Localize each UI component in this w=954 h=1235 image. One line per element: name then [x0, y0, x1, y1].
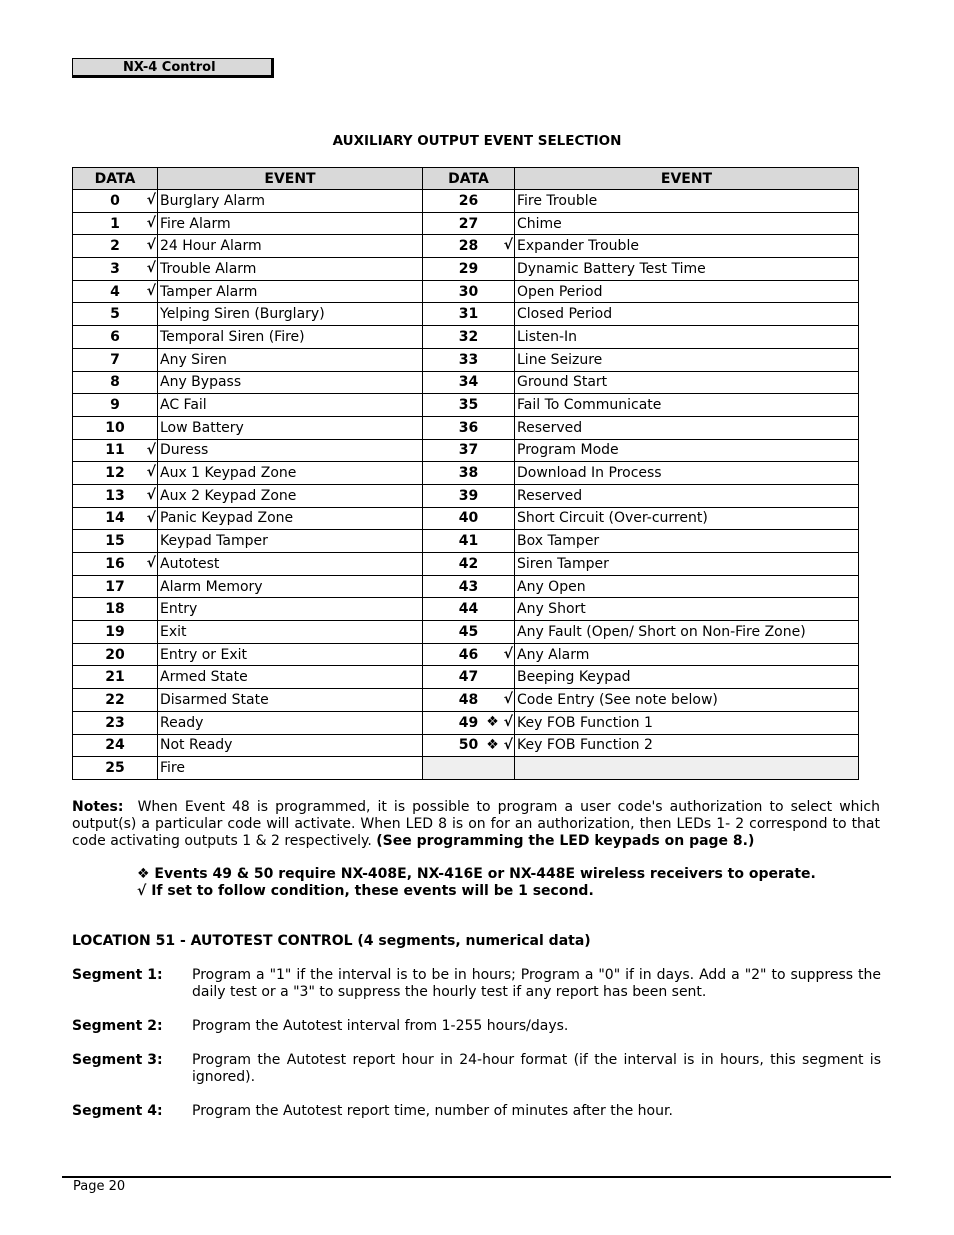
data-cell [73, 190, 158, 213]
data-number: 7 [110, 351, 120, 368]
event-table [72, 167, 859, 780]
event-cell: Low Battery [158, 416, 423, 439]
event-cell: Entry or Exit [158, 643, 423, 666]
data-cell [423, 303, 515, 326]
column-header-event-2: EVENT [515, 168, 859, 190]
data-number: 50 [458, 737, 479, 754]
table-row [73, 484, 859, 507]
table-row [73, 598, 859, 621]
data-number: 38 [458, 465, 479, 482]
data-cell [73, 348, 158, 371]
event-cell: Any Alarm [515, 643, 859, 666]
data-number: 9 [110, 397, 120, 414]
data-cell [423, 326, 515, 349]
data-cell [423, 416, 515, 439]
data-number: 1 [110, 215, 120, 232]
event-cell: Tamper Alarm [158, 280, 423, 303]
event-cell: Beeping Keypad [515, 666, 859, 689]
condition-mark: √ [146, 214, 156, 231]
data-number: 43 [458, 578, 479, 595]
table-row [73, 280, 859, 303]
bullet-wireless-receivers: ❖ Events 49 & 50 require NX-408E, NX-416E or NX-448E wireless receivers to operate. [137, 866, 816, 882]
data-cell [423, 348, 515, 371]
data-number: 48 [458, 691, 479, 708]
data-cell [423, 462, 515, 485]
data-cell [73, 235, 158, 258]
segment-2-text: Program the Autotest interval from 1-255 hours/days. [192, 1018, 569, 1034]
empty-cell [423, 757, 515, 780]
data-number: 20 [105, 646, 125, 663]
table-header-row [73, 168, 859, 190]
table-row [73, 575, 859, 598]
event-cell: Box Tamper [515, 530, 859, 553]
table-row [73, 462, 859, 485]
data-cell [423, 711, 515, 734]
event-cell: Yelping Siren (Burglary) [158, 303, 423, 326]
data-number: 40 [458, 510, 479, 527]
data-cell [73, 643, 158, 666]
data-number: 32 [458, 328, 479, 345]
segment-2-label: Segment 2: [72, 1018, 163, 1034]
data-cell [73, 734, 158, 757]
segment-1-text: Program a "1" if the interval is to be in hours; Program a "0" if in days. Add a "2" to suppress the daily test or a "3" to suppress the hourly test if any report has been sent. [192, 967, 881, 1000]
page-number: Page 20 [73, 1179, 126, 1194]
column-header-event-1: EVENT [158, 168, 423, 190]
data-cell [423, 689, 515, 712]
notes-paragraph [72, 799, 880, 850]
data-cell [73, 212, 158, 235]
data-number: 16 [105, 555, 125, 572]
data-cell [423, 643, 515, 666]
data-number: 24 [105, 737, 125, 754]
event-cell: Reserved [515, 484, 859, 507]
data-number: 2 [110, 238, 120, 255]
data-number: 0 [110, 192, 120, 209]
table-row [73, 734, 859, 757]
data-cell [73, 598, 158, 621]
event-cell: Trouble Alarm [158, 258, 423, 281]
table-row [73, 258, 859, 281]
column-header-data-2: DATA [423, 168, 515, 190]
condition-mark: √ [146, 237, 156, 254]
segment-4-text: Program the Autotest report time, number of minutes after the hour. [192, 1103, 673, 1119]
data-number: 31 [458, 306, 479, 323]
data-number: 25 [105, 760, 125, 777]
data-cell [423, 530, 515, 553]
data-cell [73, 507, 158, 530]
event-cell: Expander Trouble [515, 235, 859, 258]
table-row [73, 757, 859, 780]
data-cell [73, 621, 158, 644]
notes-label: Notes: [72, 799, 124, 815]
notes-text: When Event 48 is programmed, it is possible to program a user code's authorization to select which output(s) a particular code will activate. When LED 8 is on for an authorization, then LEDs 1- 2 correspond to that code activating outputs 1 & 2 respectively. [72, 799, 880, 849]
data-cell [73, 258, 158, 281]
event-cell: Panic Keypad Zone [158, 507, 423, 530]
table-row [73, 643, 859, 666]
condition-mark: √ [146, 486, 156, 503]
condition-mark: √ [146, 441, 156, 458]
event-cell: Any Bypass [158, 371, 423, 394]
table-row [73, 711, 859, 734]
section-header-label: NX-4 Control [123, 60, 216, 75]
table-row [73, 439, 859, 462]
data-number: 34 [458, 374, 479, 391]
data-cell [423, 394, 515, 417]
data-cell [73, 280, 158, 303]
data-cell [73, 303, 158, 326]
event-cell: Reserved [515, 416, 859, 439]
data-number: 3 [110, 260, 120, 277]
event-cell: Fail To Communicate [515, 394, 859, 417]
data-number: 12 [105, 465, 125, 482]
table-row [73, 530, 859, 553]
segment-1-label: Segment 1: [72, 967, 163, 983]
condition-mark: √ [146, 509, 156, 526]
data-cell [73, 484, 158, 507]
data-number: 30 [458, 283, 479, 300]
data-number: 49 [458, 714, 479, 731]
section-header-box [72, 58, 274, 78]
event-cell: Aux 2 Keypad Zone [158, 484, 423, 507]
notes-reference: (See programming the LED keypads on page 8.) [376, 833, 755, 849]
event-cell: Any Siren [158, 348, 423, 371]
data-cell [423, 190, 515, 213]
event-cell: Burglary Alarm [158, 190, 423, 213]
event-cell: Keypad Tamper [158, 530, 423, 553]
condition-mark: √ [146, 464, 156, 481]
data-cell [73, 416, 158, 439]
event-cell: Fire [158, 757, 423, 780]
data-cell [73, 711, 158, 734]
event-cell: Any Fault (Open/ Short on Non-Fire Zone) [515, 621, 859, 644]
event-cell: Any Short [515, 598, 859, 621]
data-cell [423, 666, 515, 689]
data-number: 10 [105, 419, 125, 436]
condition-mark: √ [503, 691, 513, 708]
event-cell: Duress [158, 439, 423, 462]
page-title: AUXILIARY OUTPUT EVENT SELECTION [332, 133, 622, 149]
event-cell: Entry [158, 598, 423, 621]
bullet-follow-condition: √ If set to follow condition, these events will be 1 second. [137, 883, 594, 899]
table-row [73, 212, 859, 235]
event-cell: 24 Hour Alarm [158, 235, 423, 258]
event-cell: Disarmed State [158, 689, 423, 712]
event-cell: Ready [158, 711, 423, 734]
data-number: 35 [458, 397, 479, 414]
data-number: 11 [105, 442, 125, 459]
table-row [73, 326, 859, 349]
data-number: 44 [458, 601, 479, 618]
data-number: 37 [458, 442, 479, 459]
data-number: 28 [458, 238, 479, 255]
data-number: 41 [458, 533, 479, 550]
table-row [73, 235, 859, 258]
data-cell [423, 439, 515, 462]
data-cell [423, 553, 515, 576]
data-number: 39 [458, 487, 479, 504]
data-number: 8 [110, 374, 120, 391]
event-cell: Armed State [158, 666, 423, 689]
data-cell [73, 326, 158, 349]
condition-mark: √ [146, 282, 156, 299]
data-cell [73, 757, 158, 780]
event-cell: Temporal Siren (Fire) [158, 326, 423, 349]
event-cell: Not Ready [158, 734, 423, 757]
event-cell: Program Mode [515, 439, 859, 462]
data-number: 42 [458, 555, 479, 572]
event-cell: Fire Trouble [515, 190, 859, 213]
data-number: 33 [458, 351, 479, 368]
data-cell [73, 689, 158, 712]
data-number: 14 [105, 510, 125, 527]
data-cell [423, 621, 515, 644]
data-cell [73, 394, 158, 417]
data-cell [423, 258, 515, 281]
empty-cell [515, 757, 859, 780]
footer-divider [62, 1176, 891, 1178]
data-cell [73, 553, 158, 576]
data-cell [423, 371, 515, 394]
segment-4-label: Segment 4: [72, 1103, 163, 1119]
data-cell [73, 371, 158, 394]
data-number: 19 [105, 623, 125, 640]
table-row [73, 394, 859, 417]
data-number: 23 [105, 714, 125, 731]
condition-mark: √ [146, 192, 156, 208]
condition-mark: √ [146, 260, 156, 277]
event-cell: Key FOB Function 1 [515, 711, 859, 734]
segment-3-text: Program the Autotest report hour in 24-hour format (if the interval is in hours, this segment is ignored). [192, 1052, 881, 1085]
table-row [73, 666, 859, 689]
data-number: 47 [458, 669, 479, 686]
event-cell: Line Seizure [515, 348, 859, 371]
data-number: 36 [458, 419, 479, 436]
data-number: 17 [105, 578, 125, 595]
event-cell: Download In Process [515, 462, 859, 485]
event-cell: Short Circuit (Over-current) [515, 507, 859, 530]
data-cell [423, 212, 515, 235]
event-cell: Open Period [515, 280, 859, 303]
data-cell [423, 507, 515, 530]
data-number: 21 [105, 669, 125, 686]
data-cell [423, 598, 515, 621]
event-cell: Exit [158, 621, 423, 644]
event-cell: Key FOB Function 2 [515, 734, 859, 757]
condition-mark: √ [146, 555, 156, 571]
event-cell: Code Entry (See note below) [515, 689, 859, 712]
column-header-data-1: DATA [73, 168, 158, 190]
event-cell: Dynamic Battery Test Time [515, 258, 859, 281]
table-row [73, 553, 859, 576]
table-row [73, 371, 859, 394]
table-row [73, 303, 859, 326]
event-cell: Closed Period [515, 303, 859, 326]
table-row [73, 416, 859, 439]
condition-mark: √ [503, 645, 513, 662]
data-cell [73, 575, 158, 598]
data-number: 45 [458, 623, 479, 640]
table-row [73, 348, 859, 371]
data-cell [423, 484, 515, 507]
event-cell: Fire Alarm [158, 212, 423, 235]
segment-3-label: Segment 3: [72, 1052, 163, 1068]
table-row [73, 190, 859, 213]
data-number: 5 [110, 306, 120, 323]
location-heading: LOCATION 51 - AUTOTEST CONTROL (4 segments, numerical data) [72, 933, 591, 949]
data-cell [73, 439, 158, 462]
data-cell [423, 235, 515, 258]
condition-mark: ❖ √ [486, 736, 513, 753]
event-cell: Siren Tamper [515, 553, 859, 576]
data-cell [423, 280, 515, 303]
data-number: 46 [458, 646, 479, 663]
table-row [73, 507, 859, 530]
data-number: 15 [105, 533, 125, 550]
table-row [73, 689, 859, 712]
event-cell: Chime [515, 212, 859, 235]
data-number: 13 [105, 487, 125, 504]
event-cell: Aux 1 Keypad Zone [158, 462, 423, 485]
data-cell [423, 575, 515, 598]
event-cell: AC Fail [158, 394, 423, 417]
event-cell: Ground Start [515, 371, 859, 394]
data-cell [73, 666, 158, 689]
data-number: 6 [110, 328, 120, 345]
data-cell [73, 462, 158, 485]
data-number: 27 [458, 215, 479, 232]
data-cell [423, 734, 515, 757]
data-number: 18 [105, 601, 125, 618]
condition-mark: ❖ √ [486, 713, 513, 730]
data-cell [73, 530, 158, 553]
data-number: 4 [110, 283, 120, 300]
event-cell: Autotest [158, 553, 423, 576]
data-number: 29 [458, 260, 479, 277]
data-number: 22 [105, 691, 125, 708]
event-cell: Any Open [515, 575, 859, 598]
event-cell: Listen-In [515, 326, 859, 349]
event-cell: Alarm Memory [158, 575, 423, 598]
table-row [73, 621, 859, 644]
data-number: 26 [458, 192, 479, 209]
condition-mark: √ [503, 237, 513, 254]
